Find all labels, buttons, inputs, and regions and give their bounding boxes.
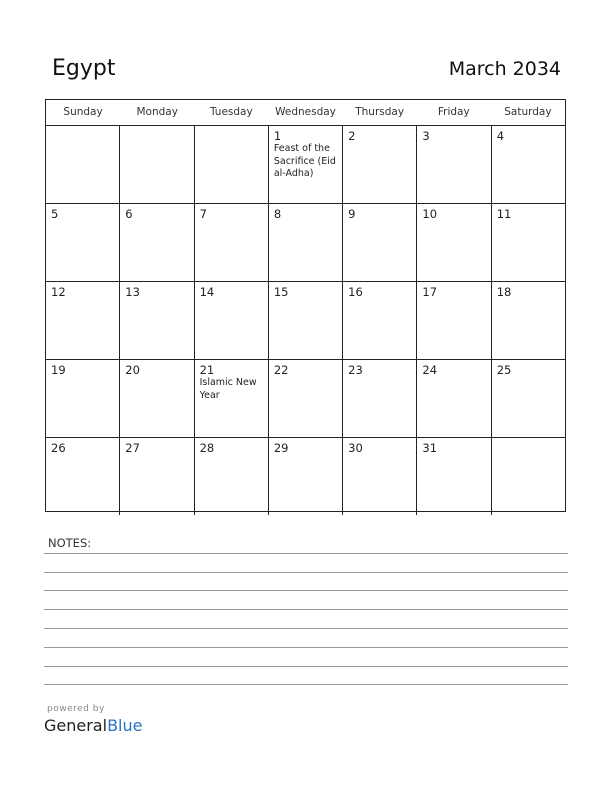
- day-number: 8: [273, 207, 282, 221]
- weekday-header: Sunday: [63, 106, 103, 118]
- day-cell: [46, 204, 120, 281]
- week-row: [46, 204, 565, 282]
- note-line: [44, 572, 568, 573]
- day-cell: [46, 360, 120, 437]
- day-cell: [343, 282, 417, 359]
- day-number: 10: [422, 207, 438, 221]
- day-cell: [343, 204, 417, 281]
- holiday-event: Feast of the Sacrifice (Eid al-Adha): [273, 143, 336, 179]
- day-number: 15: [273, 285, 289, 299]
- day-cell: [46, 438, 120, 515]
- generalblue-logo: [44, 716, 142, 735]
- weekday-header: Thursday: [355, 106, 405, 118]
- day-cell: [417, 438, 491, 515]
- day-cell: [120, 282, 194, 359]
- day-number: 24: [422, 363, 438, 377]
- note-line: [44, 553, 568, 554]
- note-line: [44, 590, 568, 591]
- day-number: 20: [125, 363, 140, 377]
- weekday-header: Friday: [437, 106, 470, 118]
- calendar-grid: [45, 99, 566, 512]
- day-cell: [492, 282, 565, 359]
- note-line: [44, 666, 568, 667]
- day-number: 11: [496, 207, 512, 221]
- logo-text-general: General: [44, 716, 108, 735]
- day-number: 5: [51, 207, 59, 221]
- day-number: 13: [125, 285, 140, 299]
- day-cell: [120, 126, 194, 203]
- day-cell: [343, 360, 417, 437]
- month-year-title: March 2034: [448, 58, 561, 80]
- note-line: [44, 684, 568, 685]
- day-cell: [195, 438, 269, 515]
- day-cell: [120, 438, 194, 515]
- day-number: 1: [273, 129, 282, 143]
- powered-by-text: powered by: [47, 704, 105, 714]
- day-number: 14: [199, 285, 215, 299]
- day-number: 30: [348, 441, 363, 455]
- day-cell: [269, 126, 343, 203]
- day-number: 19: [51, 363, 66, 377]
- week-row: [46, 438, 565, 515]
- day-cell: [120, 360, 194, 437]
- notes-label: NOTES:: [48, 536, 92, 550]
- day-cell: [417, 360, 491, 437]
- weekday-header: Tuesday: [209, 106, 253, 118]
- day-number: 31: [422, 441, 438, 455]
- day-number: 16: [348, 285, 363, 299]
- holiday-event: Islamic New Year: [199, 377, 257, 401]
- logo-text-blue: Blue: [107, 716, 143, 735]
- day-cell: [269, 282, 343, 359]
- day-number: 27: [125, 441, 140, 455]
- week-row: [46, 360, 565, 438]
- day-cell: [417, 204, 491, 281]
- note-line: [44, 628, 568, 629]
- day-cell: [492, 126, 565, 203]
- weekday-header: Monday: [136, 106, 178, 118]
- day-number: 26: [51, 441, 66, 455]
- day-cell: [46, 282, 120, 359]
- day-number: 17: [422, 285, 438, 299]
- day-number: 2: [348, 129, 356, 143]
- note-line: [44, 609, 568, 610]
- day-number: 23: [348, 363, 363, 377]
- day-cell: [343, 438, 417, 515]
- day-number: 29: [273, 441, 289, 455]
- country-title: Egypt: [52, 56, 116, 81]
- day-cell: [492, 438, 565, 515]
- day-number: 25: [496, 363, 512, 377]
- weeks-container: [46, 126, 565, 515]
- weekday-header: Saturday: [504, 106, 552, 118]
- day-cell: [120, 204, 194, 281]
- day-cell: [269, 204, 343, 281]
- day-number: 18: [496, 285, 512, 299]
- note-line: [44, 647, 568, 648]
- day-number: 3: [422, 129, 430, 143]
- day-number: 7: [199, 207, 207, 221]
- day-number: 28: [199, 441, 215, 455]
- weekday-header-row: [46, 100, 565, 126]
- day-cell: [492, 204, 565, 281]
- week-row: [46, 282, 565, 360]
- day-cell: [195, 126, 269, 203]
- day-cell: [269, 438, 343, 515]
- day-number: 9: [348, 207, 356, 221]
- week-row: [46, 126, 565, 204]
- day-number: 21: [199, 363, 215, 377]
- day-number: 12: [51, 285, 66, 299]
- day-number: 4: [496, 129, 505, 143]
- day-cell: [343, 126, 417, 203]
- day-number: 22: [273, 363, 289, 377]
- day-cell: [195, 282, 269, 359]
- weekday-header: Wednesday: [275, 106, 336, 118]
- day-cell: [417, 282, 491, 359]
- day-cell: [195, 360, 269, 437]
- day-cell: [417, 126, 491, 203]
- day-cell: [195, 204, 269, 281]
- day-cell: [492, 360, 565, 437]
- day-cell: [46, 126, 120, 203]
- day-number: 6: [125, 207, 133, 221]
- day-cell: [269, 360, 343, 437]
